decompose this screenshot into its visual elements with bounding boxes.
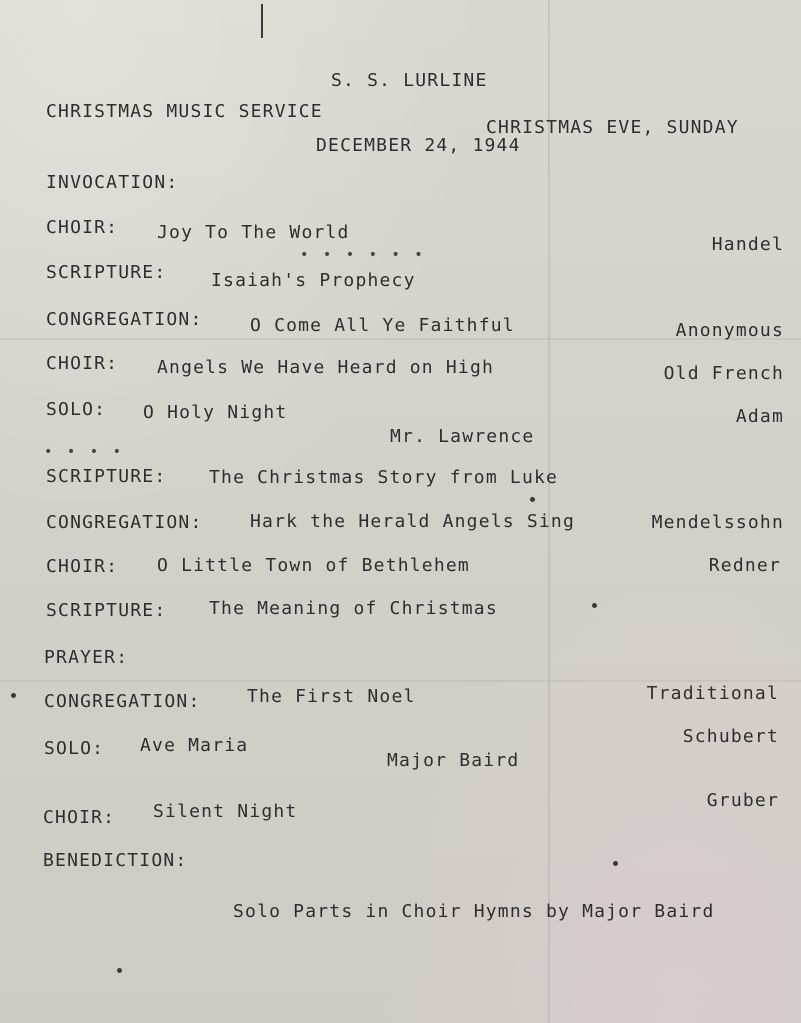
- item-composer: Traditional: [646, 683, 779, 704]
- item-label: SOLO:: [46, 399, 107, 420]
- item-title: Joy To The World: [157, 222, 350, 243]
- item-label: CONGREGATION:: [44, 691, 201, 712]
- typed-dots: • • • • • •: [300, 247, 426, 263]
- item-composer: Redner: [708, 555, 781, 576]
- item-title: The First Noel: [247, 686, 416, 707]
- item-title: Ave Maria: [140, 735, 249, 756]
- ink-speck: [613, 861, 618, 866]
- item-title: Hark the Herald Angels Sing: [250, 511, 575, 532]
- item-label: CONGREGATION:: [46, 512, 203, 533]
- item-performer: Mr. Lawrence: [390, 426, 535, 447]
- item-composer: Old French: [663, 363, 784, 384]
- item-title: Isaiah's Prophecy: [211, 270, 416, 291]
- item-title: O Come All Ye Faithful: [250, 315, 515, 336]
- item-label: CONGREGATION:: [46, 309, 203, 330]
- item-composer: Handel: [711, 234, 784, 255]
- item-composer: Anonymous: [675, 320, 784, 341]
- item-title: Silent Night: [153, 801, 298, 822]
- item-label: CHOIR:: [43, 807, 116, 828]
- typed-dots: • • • •: [44, 444, 125, 460]
- item-title: O Little Town of Bethlehem: [157, 555, 470, 576]
- item-label: SCRIPTURE:: [46, 600, 167, 621]
- fold-crease-horizontal: [0, 680, 801, 682]
- item-composer: Schubert: [682, 726, 779, 747]
- item-label: CHOIR:: [46, 556, 119, 577]
- ink-speck: [530, 497, 535, 502]
- item-label: SCRIPTURE:: [46, 262, 167, 283]
- item-label-benediction: BENEDICTION:: [43, 850, 188, 871]
- item-performer: Major Baird: [387, 750, 520, 771]
- item-title: The Christmas Story from Luke: [209, 467, 559, 488]
- ink-speck: [11, 693, 16, 698]
- item-title: The Meaning of Christmas: [209, 598, 498, 619]
- footer-note: Solo Parts in Choir Hymns by Major Baird: [233, 901, 715, 922]
- item-title: Angels We Have Heard on High: [157, 357, 495, 378]
- ink-speck: [592, 603, 597, 608]
- ship-name: S. S. LURLINE: [331, 70, 488, 91]
- ink-mark: [261, 4, 263, 38]
- item-composer: Gruber: [706, 790, 779, 811]
- item-label: SCRIPTURE:: [46, 466, 167, 487]
- occasion: CHRISTMAS EVE, SUNDAY: [486, 117, 739, 138]
- item-label: CHOIR:: [46, 353, 119, 374]
- item-composer: Mendelssohn: [651, 512, 784, 533]
- item-composer: Adam: [735, 406, 784, 427]
- ink-speck: [117, 968, 122, 973]
- item-label: CHOIR:: [46, 217, 119, 238]
- service-date: DECEMBER 24, 1944: [316, 135, 521, 156]
- item-title: O Holy Night: [143, 402, 288, 423]
- service-title: CHRISTMAS MUSIC SERVICE: [46, 101, 323, 122]
- item-label: SOLO:: [44, 738, 105, 759]
- item-label-prayer: PRAYER:: [44, 647, 129, 668]
- item-label-invocation: INVOCATION:: [46, 172, 179, 193]
